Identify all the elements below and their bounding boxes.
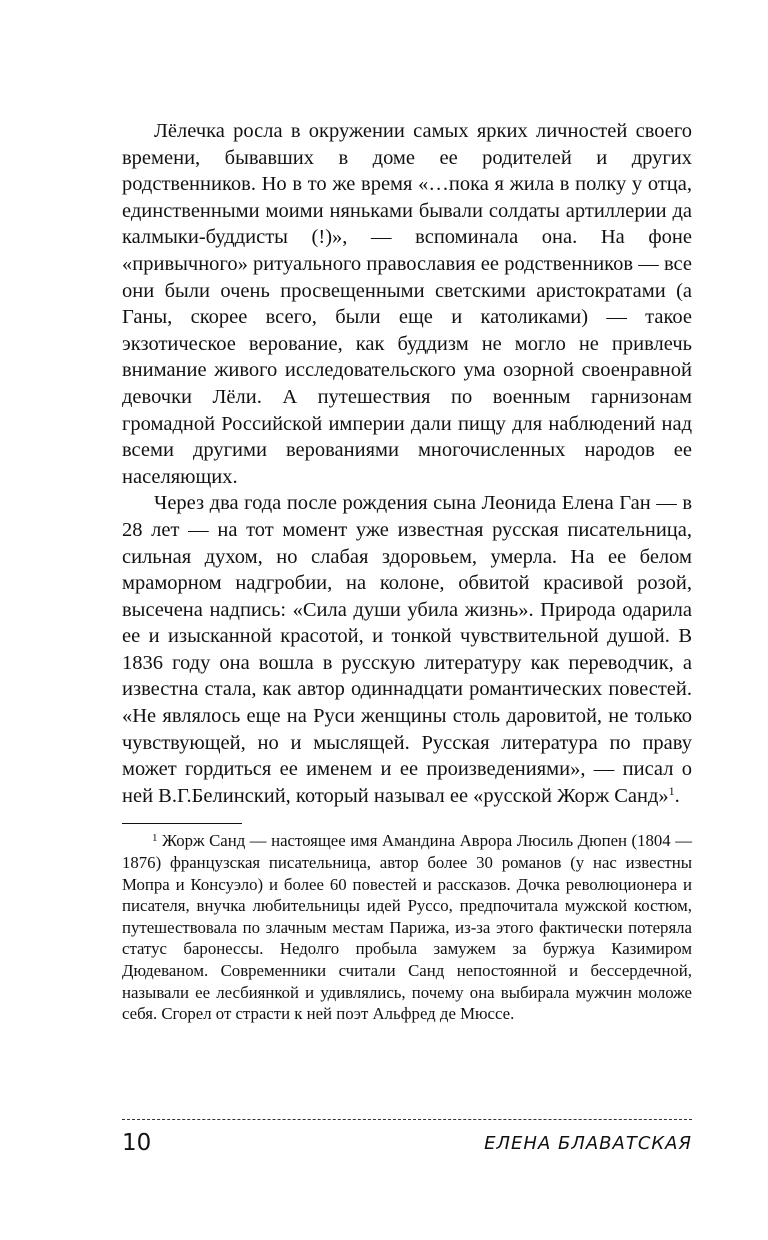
footnote-divider [122,823,242,824]
footnote-marker: 1 [152,832,158,845]
footnote-text: Жорж Санд — настоящее имя Амандина Аврора Люсиль Дюпен (1804 —1876) французская писательница, автор более 30 романов (у нас известны Мопра и Консуэло) и более 60 повестей и рассказов. Дочка революционера и писателя, внучка любительницы идей Руссо, предпочитала мужской костюм, путешествовала по злачным местам Парижа, из-за этого фактически потеряла статус баронессы. Недолго пробыла замужем за буржуа Казимиром Дюдеваном. Современники считали Санд непостоянной и бессердечной, называли ее лесбиянкой и удивлялись, почему она выбирала мужчин моложе себя. Сгорел от страсти к ней поэт Альфред де Мюссе. [122,831,693,1024]
paragraph-1: Лёлечка росла в окружении самых ярких личностей своего времени, бывавших в доме ее родителей и других родственников. Но в то же время «…пока я жила в полку у отца, единственными моими няньками бывали солдаты артиллерии да калмыки-буддисты (!)», — вспоминала она. На фоне «привычного» ритуального православия ее родственников — все они были очень просвещенными светскими аристократами (а Ганы, скорее всего, были еще и католиками) — такое экзотическое верование, как буддизм не могло не привлечь внимание живого исследовательского ума озорной своенравной девочки Лёли. А путешествия по военным гарнизонам громадной Российской империи дали пищу для наблюдений над всеми другими верованиями многочисленных народов ее населяющих. [122,120,692,488]
footnote-reference[interactable]: 1 [668,783,675,798]
page-number: 10 [122,1130,152,1156]
footer-divider [122,1119,692,1120]
footnote [122,830,692,1024]
running-head: ЕЛЕНА БЛАВАТСКАЯ [484,1133,692,1154]
paragraph-2-text: Через два года после рождения сына Леонида Елена Ган — в 28 лет — на тот момент уже известная русская писательница, сильная духом, но слабая здоровьем, умерла. На ее белом мраморном надгробии, на колоне, обвитой красивой розой, высечена надпись: «Сила души убила жизнь». Природа одарила ее и изысканной красотой, и тонкой чувствительной душой. В 1836 году она вошла в русскую литературу как переводчик, а известна стала, как автор одиннадцати романтических повестей. «Не являлось еще на Руси женщины столь даровитой, не только чувствующей, но и мыслящей. Русская литература по праву может гордиться ее именем и ее произведениями», — писал о ней В.Г.Белинский, который называл ее «русской Жорж Санд» [122,492,692,807]
page-body [122,118,692,1025]
paragraph-2: Через два года после рождения сына Леонида Елена Ган — в 28 лет — на тот момент уже известная русская писательница, сильная духом, но слабая здоровьем, умерла. На ее белом мраморном надгробии, на колоне, обвитой красивой розой, высечена надпись: «Сила души убила жизнь». Природа одарила ее и изысканной красотой, и тонкой чувствительной душой. В 1836 году она вошла в русскую литературу как переводчик, а известна стала, как автор одиннадцати романтических повестей. «Не являлось еще на Руси женщины столь даровитой, не только чувствующей, но и мыслящей. Русская литература по праву может гордиться ее именем и ее произведениями», — писал о ней В.Г.Белинский, который называл ее «русской Жорж Санд»$^1$. [122,492,692,807]
